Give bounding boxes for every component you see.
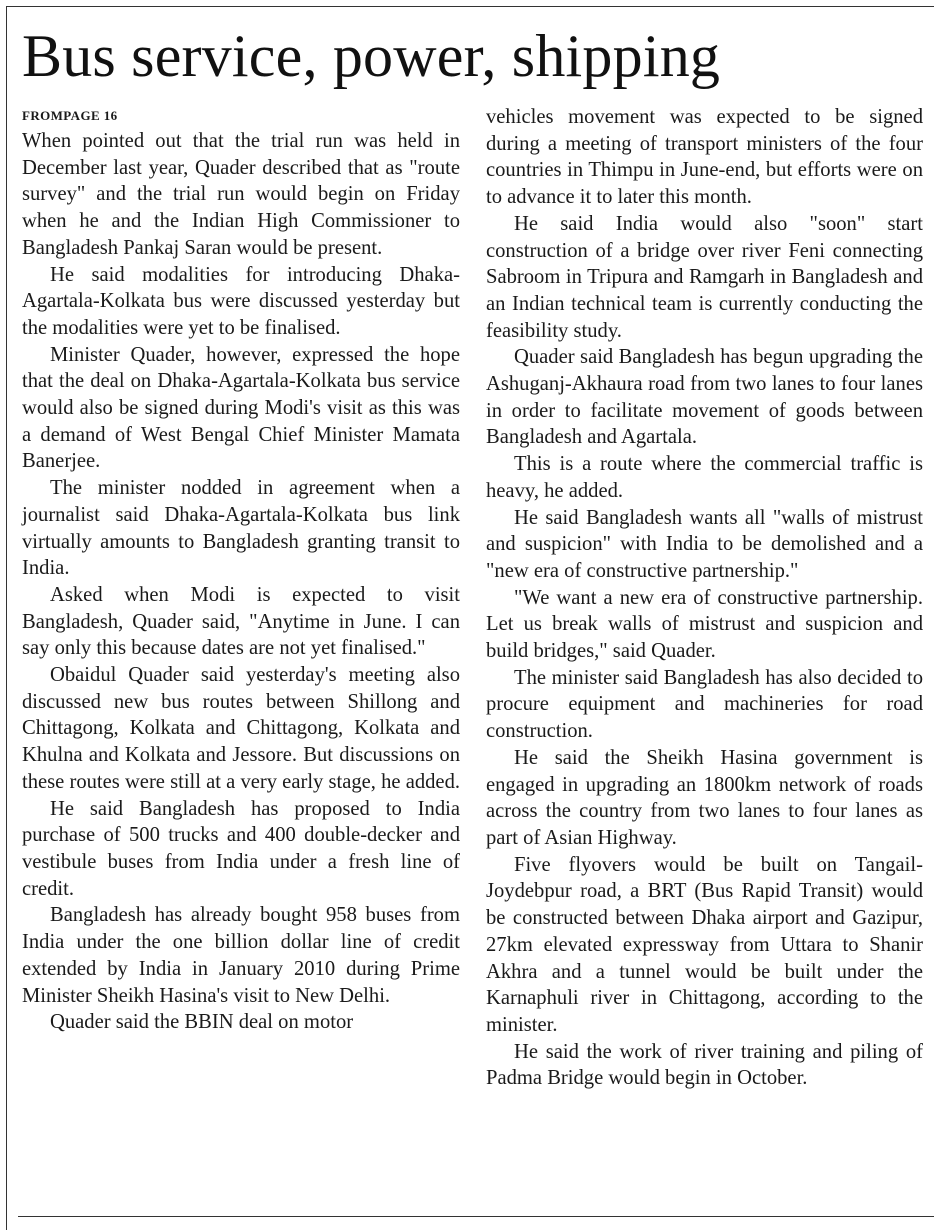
paragraph: Obaidul Quader said yesterday's meeting also discussed new bus routes between Shillong and Chittagong, Kolkata and Chittagong, Kolkata and Khulna and Kolkata and Jessore. But discussions on these routes were still at a very early stage, he added. [22, 664, 461, 793]
kicker: FROMPAGE 16 [22, 108, 118, 123]
paragraph: He said the Sheikh Hasina government is engaged in upgrading an 1800km network of roads across the country from two lanes to four lanes as part of Asian Highway. [486, 746, 923, 849]
paragraph: Quader said the BBIN deal on motor [50, 1011, 354, 1034]
paragraph-continuation: vehicles movement was expected to be signed during a meeting of transport ministers of the four countries in Thimpu in June-end, but efforts were on to advance it to later this month. [486, 106, 923, 209]
paragraph: This is a route where the commercial traffic is heavy, he added. [486, 453, 923, 502]
paragraph: Bangladesh has already bought 958 buses from India under the one billion dollar line of credit extended by India in January 2010 during Prime Minister Sheikh Hasina's visit to New Delhi. [22, 904, 460, 1007]
paragraph: The minister nodded in agreement when a journalist said Dhaka-Agartala-Kolkata bus link virtually amounts to Bangladesh granting transit to India. [22, 477, 460, 580]
article-column-right [486, 104, 923, 1092]
paragraph: Asked when Modi is expected to visit Bangladesh, Quader said, "Anytime in June. I can say only this because dates are not yet finalised." [22, 583, 460, 660]
headline: Bus service, power, shipping [22, 23, 721, 89]
top-rule [6, 6, 934, 7]
paragraph: When pointed out that the trial run was held in December last year, Quader described that as "route survey" and the trial run would begin on Friday when he and the Indian High Commissioner to Bangladesh Pankaj Saran would be present. [22, 130, 460, 259]
frame-left-border [6, 6, 7, 1230]
paragraph: He said Bangladesh wants all "walls of mistrust and suspicion" with India to be demolished and a "new era of constructive partnership." [486, 506, 923, 582]
paragraph: Minister Quader, however, expressed the hope that the deal on Dhaka-Agartala-Kolkata bus service would also be signed during Modi's visit as this was a demand of West Bengal Chief Minister Mamata Banerjee. [22, 343, 460, 473]
paragraph: He said the work of river training and piling of Padma Bridge would begin in October. [486, 1040, 923, 1090]
paragraph: Five flyovers would be built on Tangail-Joydebpur road, a BRT (Bus Rapid Transit) would be constructed between Dhaka airport and Gazipur, 27km elevated expressway from Uttara to Shanir Akhra and a tunnel would be built under the Karnaphuli river in Chittagong, according to the minister. [486, 853, 923, 1036]
paragraph: He said Bangladesh has proposed to India purchase of 500 trucks and 400 double-decker and vestibule buses from India under a fresh line of credit. [22, 797, 460, 900]
bottom-rule [18, 1216, 934, 1217]
paragraph: He said modalities for introducing Dhaka-Agartala-Kolkata bus were discussed yesterday but the modalities were yet to be finalised. [22, 263, 460, 339]
paragraph: He said India would also "soon" start construction of a bridge over river Feni connecting Sabroom in Tripura and Ramgarh in Bangladesh and an Indian technical team is currently conducting the feasibility study. [486, 212, 923, 342]
paragraph: Quader said Bangladesh has begun upgrading the Ashuganj-Akhaura road from two lanes to four lanes in order to facilitate movement of goods between Bangladesh and Agartala. [486, 346, 923, 449]
article-column-left [22, 104, 460, 1036]
paragraph: "We want a new era of constructive partnership. Let us break walls of mistrust and suspicion and build bridges," said Quader. [486, 586, 923, 663]
paragraph: The minister said Bangladesh has also decided to procure equipment and machineries for road construction. [486, 666, 923, 743]
